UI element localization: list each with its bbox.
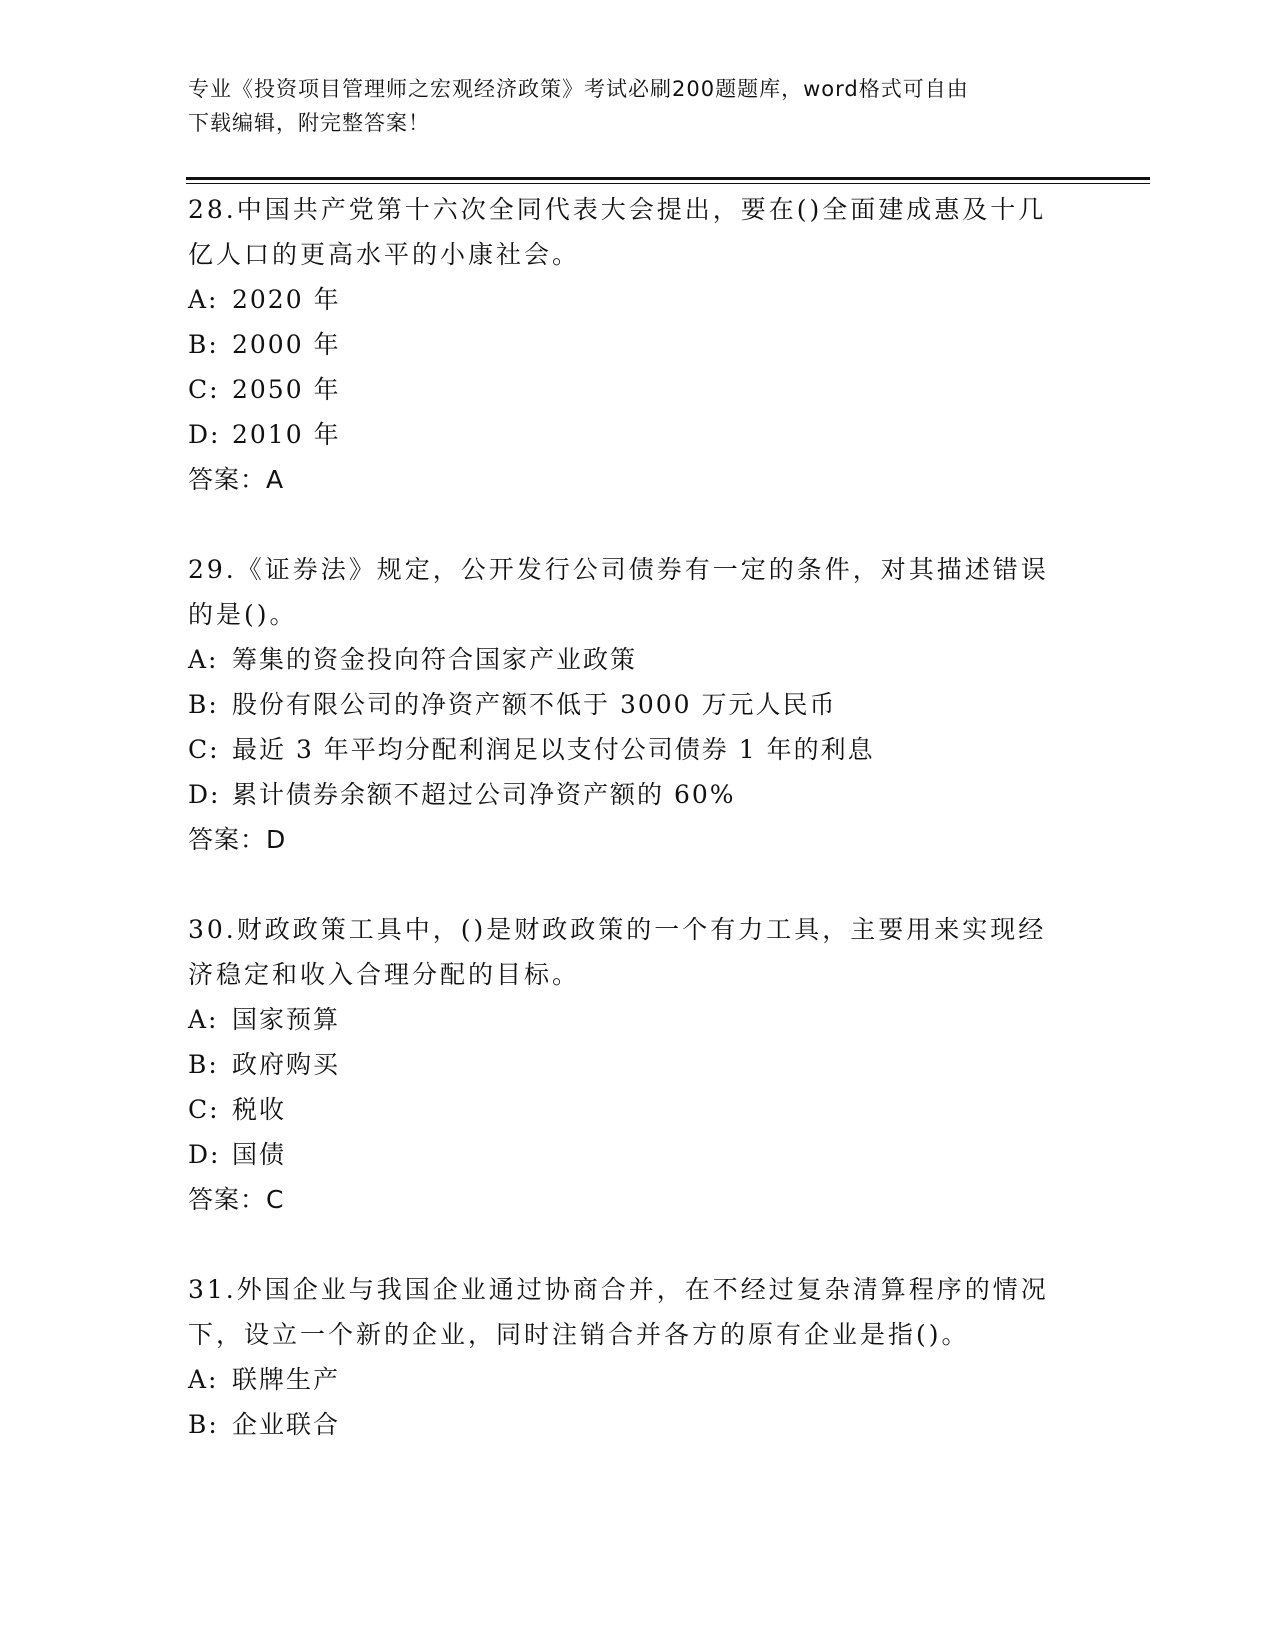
option-text: 股份有限公司的净资产额不低于 3000 万元人民币 [232,690,837,719]
option-d [188,772,1088,817]
option-text: 2050 年 [232,375,341,404]
option-text: 最近 3 年平均分配利润足以支付公司债券 1 年的利息 [232,735,875,764]
document-header [188,72,1088,140]
option-text: 累计债券余额不超过公司净资产额的 60% [232,780,736,809]
option-letter: B: [188,1050,219,1079]
question-stem-line-2: 的是()。 [188,600,298,629]
option-d [188,412,1088,457]
question-30 [188,907,1088,1222]
option-text: 税收 [232,1095,287,1124]
option-letter: A: [188,285,219,314]
answer-line: 答案：A [188,465,285,494]
option-text: 政府购买 [232,1050,341,1079]
answer-line: 答案：D [188,825,287,854]
option-letter: C: [188,1095,220,1124]
option-text: 2000 年 [232,330,341,359]
question-stem-line-2: 下，设立一个新的企业，同时注销合并各方的原有企业是指()。 [188,1320,970,1349]
header-line-2: 下载编辑，附完整答案！ [188,111,430,135]
question-stem-line-1: 28.中国共产党第十六次全同代表大会提出，要在()全面建成惠及十几 [188,195,1047,224]
option-text: 企业联合 [232,1410,341,1439]
question-stem-line-1: 31.外国企业与我国企业通过协商合并，在不经过复杂清算程序的情况 [188,1275,1049,1304]
question-31 [188,1267,1088,1447]
option-text: 国家预算 [232,1005,341,1034]
option-text: 国债 [232,1140,287,1169]
option-letter: B: [188,330,219,359]
question-28 [188,187,1088,502]
option-letter: C: [188,375,220,404]
question-29 [188,547,1088,862]
option-letter: A: [188,1005,219,1034]
option-c [188,1087,1088,1132]
question-stem-line-2: 济稳定和收入合理分配的目标。 [188,960,581,989]
option-text: 2010 年 [232,420,341,449]
answer-line: 答案：C [188,1185,285,1214]
option-c [188,727,1088,772]
option-a [188,1357,1088,1402]
option-letter: A: [188,1365,219,1394]
question-stem-line-1: 29.《证券法》规定，公开发行公司债券有一定的条件，对其描述错误 [188,555,1049,584]
option-a [188,997,1088,1042]
header-divider-thin [186,183,1150,184]
option-b [188,322,1088,367]
option-c [188,367,1088,412]
option-letter: D: [188,780,221,809]
option-d [188,1132,1088,1177]
option-letter: A: [188,645,219,674]
option-text: 筹集的资金投向符合国家产业政策 [232,645,638,674]
option-text: 联牌生产 [232,1365,341,1394]
option-text: 2020 年 [232,285,341,314]
option-letter: C: [188,735,220,764]
option-a [188,277,1088,322]
question-stem-line-2: 亿人口的更高水平的小康社会。 [188,240,581,269]
option-letter: B: [188,1410,219,1439]
option-letter: D: [188,1140,221,1169]
option-a [188,637,1088,682]
option-b [188,1402,1088,1447]
option-letter: D: [188,420,221,449]
option-letter: B: [188,690,219,719]
option-b [188,682,1088,727]
header-line-1: 专业《投资项目管理师之宏观经济政策》考试必刷200题题库，word格式可自由 [188,77,969,101]
option-b [188,1042,1088,1087]
header-divider-thick [186,177,1150,180]
question-stem-line-1: 30.财政政策工具中，()是财政政策的一个有力工具，主要用来实现经 [188,915,1047,944]
